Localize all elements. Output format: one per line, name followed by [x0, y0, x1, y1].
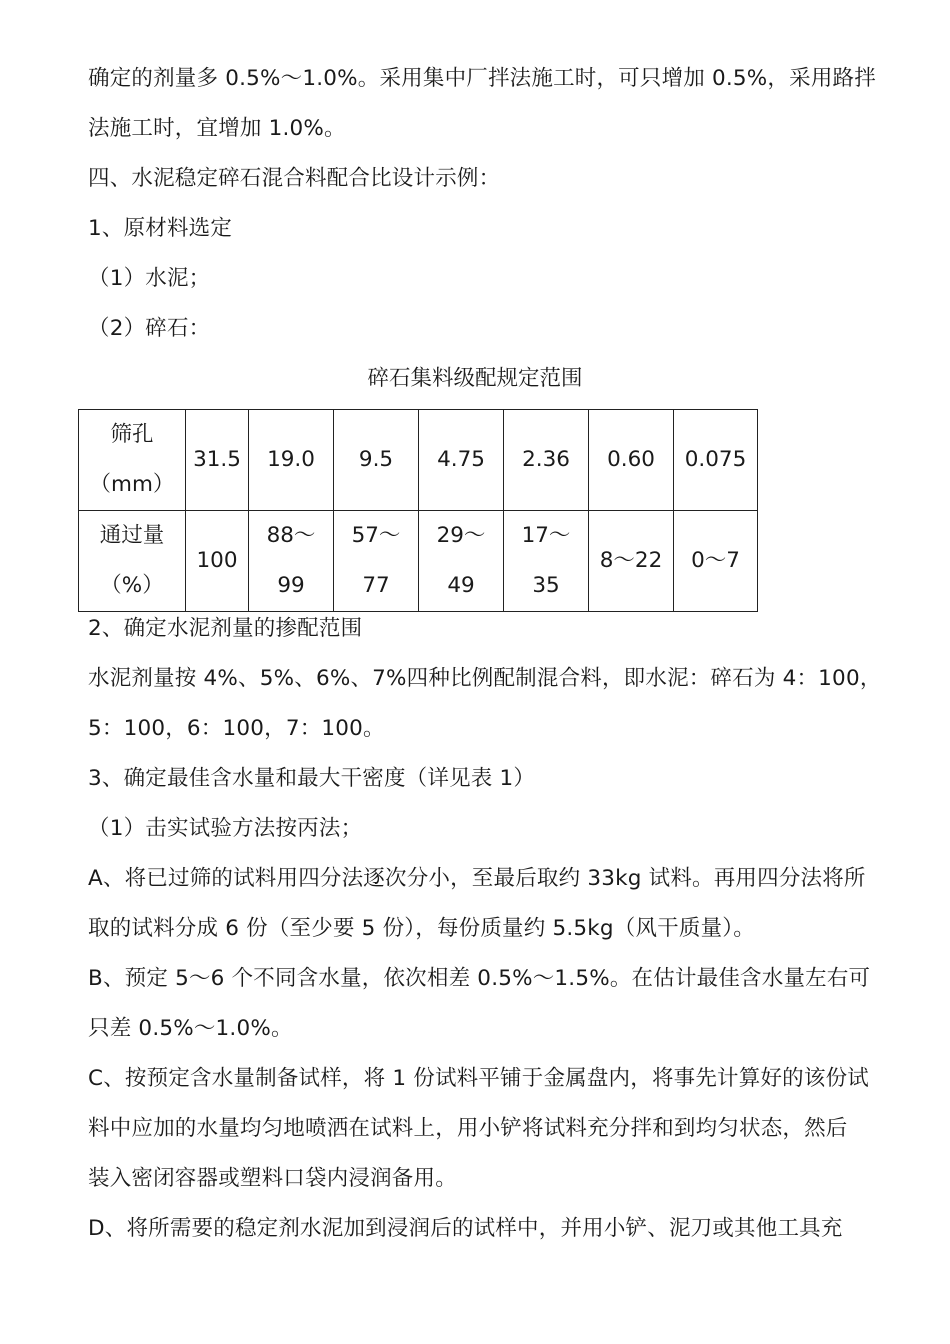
cell-text: 49: [447, 573, 475, 598]
table-cell: [186, 511, 249, 612]
cell-text: 100: [196, 548, 238, 573]
table-cell: [249, 511, 334, 612]
cell-text: 29～: [436, 523, 486, 548]
list-item: （2）碎石：: [88, 316, 211, 341]
header-unit: （%）: [100, 573, 164, 598]
cell-text: 77: [362, 573, 390, 598]
paragraph-line: 取的试料分成 6 份（至少要 5 份），每份质量约 5.5kg（风干质量）。: [88, 916, 755, 941]
paragraph-line: D、将所需要的稳定剂水泥加到浸润后的试样中，并用小铲、泥刀或其他工具充: [88, 1216, 843, 1241]
paragraph-line: 只差 0.5%～1.0%。: [88, 1016, 293, 1041]
table-row: [79, 410, 758, 511]
cell-text: 57～: [351, 523, 401, 548]
table-caption: 碎石集料级配规定范围: [367, 366, 583, 391]
list-item: （1）水泥；: [88, 266, 211, 291]
table-cell: 4.75: [419, 410, 504, 511]
cell-text: 99: [277, 573, 305, 598]
table-cell: 31.5: [186, 410, 249, 511]
table-header-cell: [79, 511, 186, 612]
paragraph-line: 水泥剂量按 4%、5%、6%、7%四种比例配制混合料，即水泥：碎石为 4：100，: [88, 666, 882, 691]
header-label: 通过量: [99, 523, 165, 548]
subsection-heading: 3、确定最佳含水量和最大干密度（详见表 1）: [88, 766, 536, 791]
table-cell: 2.36: [504, 410, 589, 511]
table-cell: [419, 511, 504, 612]
table-cell: 9.5: [334, 410, 419, 511]
subsection-heading: 1、原材料选定: [88, 216, 233, 241]
list-item: （1）击实试验方法按丙法；: [88, 816, 363, 841]
paragraph-line: B、预定 5～6 个不同含水量，依次相差 0.5%～1.5%。在估计最佳含水量左右可: [88, 966, 871, 991]
paragraph-line: 确定的剂量多 0.5%～1.0%。采用集中厂拌法施工时，可只增加 0.5%，采用路拌: [88, 66, 876, 91]
cell-text: 0～7: [691, 548, 740, 573]
section-heading: 四、水泥稳定碎石混合料配合比设计示例：: [88, 166, 501, 191]
paragraph-line: 法施工时，宜增加 1.0%。: [88, 116, 346, 141]
table-cell: [334, 511, 419, 612]
table-row: [79, 511, 758, 612]
header-label: 筛孔: [110, 422, 154, 447]
subsection-heading: 2、确定水泥剂量的掺配范围: [88, 616, 363, 641]
cell-text: 8～22: [599, 548, 663, 573]
cell-text: 17～: [521, 523, 571, 548]
header-unit: （mm）: [89, 472, 175, 497]
paragraph-line: 5：100，6：100，7：100。: [88, 716, 385, 741]
table-header-cell: [79, 410, 186, 511]
table-cell: 0.075: [674, 410, 758, 511]
paragraph-line: 装入密闭容器或塑料口袋内浸润备用。: [88, 1166, 457, 1191]
table-cell: [589, 511, 674, 612]
table-cell: [674, 511, 758, 612]
paragraph-line: A、将已过筛的试料用四分法逐次分小，至最后取约 33kg 试料。再用四分法将所: [88, 866, 866, 891]
table-cell: 0.60: [589, 410, 674, 511]
cell-text: 88～: [266, 523, 316, 548]
cell-text: 35: [532, 573, 560, 598]
paragraph-line: 料中应加的水量均匀地喷洒在试料上，用小铲将试料充分拌和到均匀状态，然后: [88, 1116, 848, 1141]
table-cell: 19.0: [249, 410, 334, 511]
gradation-table: [78, 409, 758, 612]
table-cell: [504, 511, 589, 612]
paragraph-line: C、按预定含水量制备试样，将 1 份试料平铺于金属盘内，将事先计算好的该份试: [88, 1066, 869, 1091]
